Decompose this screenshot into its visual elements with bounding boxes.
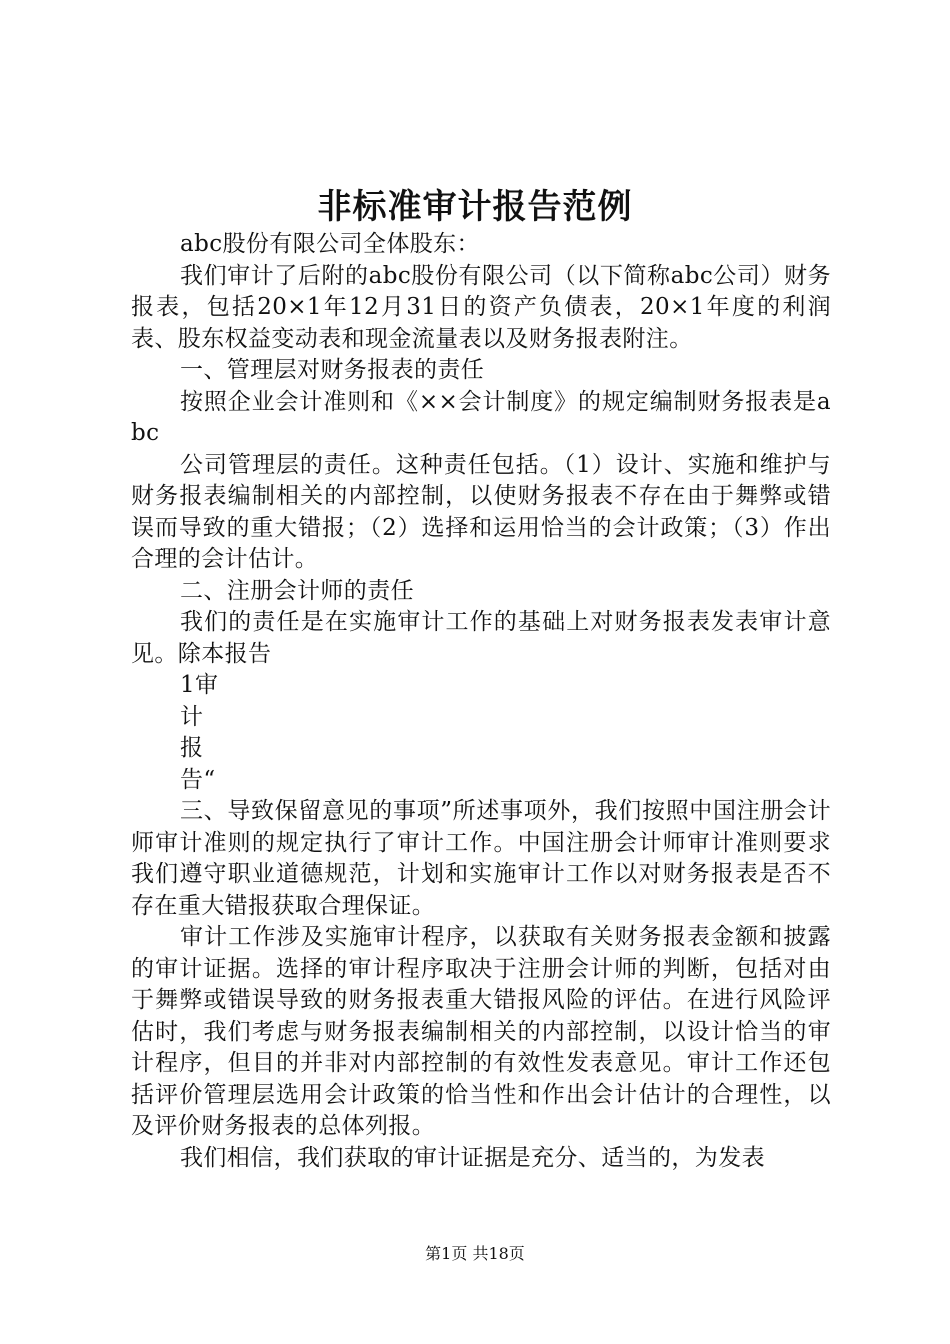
paragraph-management-2: 公司管理层的责任。这种责任包括。（1）设计、实施和维护与财务报表编制相关的内部控制，以使财务报表不存在由于舞弊或错误而导致的重大错报；（2）选择和运用恰当的会计政策；（3）作出合理的会计估计。	[131, 451, 831, 572]
section-heading-management: 一、管理层对财务报表的责任	[180, 357, 485, 383]
section-heading-cpa: 二、注册会计师的责任	[180, 577, 414, 604]
paragraph-audit-procedures: 审计工作涉及实施审计程序，以获取有关财务报表金额和披露的审计证据。选择的审计程序取决于注册会计师的判断，包括对由于舞弊或错误导致的财务报表重大错报风险的评估。在进行风险评估时，我们考虑与财务报表编制相关的内部控制，以设计恰当的审计程序，但目的并非对内部控制的有效性发表意见。审计工作还包括评价管理层选用会计政策的恰当性和作出会计估计的合理性，以及评价财务报表的总体列报。	[131, 924, 831, 1139]
fragment-line-1: 1审	[180, 672, 219, 698]
fragment-line-2: 计	[180, 703, 204, 730]
document-body	[131, 229, 831, 1174]
salutation: abc股份有限公司全体股东：	[180, 231, 480, 257]
paragraph-cpa-1: 我们的责任是在实施审计工作的基础上对财务报表发表审计意见。除本报告	[131, 609, 831, 667]
page-footer: 第1页 共18页	[425, 1244, 525, 1263]
fragment-line-3: 报	[180, 735, 204, 761]
document-title: 非标准审计报告范例	[317, 187, 633, 227]
paragraph-management-1: 按照企业会计准则和《××会计制度》的规定编制财务报表是abc	[131, 388, 831, 446]
fragment-line-4: 告“	[180, 766, 216, 793]
paragraph-belief: 我们相信，我们获取的审计证据是充分、适当的，为发表	[180, 1144, 765, 1171]
paragraph-qualified-matter: 三、导致保留意见的事项”所述事项外，我们按照中国注册会计师审计准则的规定执行了审计工作。中国注册会计师审计准则要求我们遵守职业道德规范，计划和实施审计工作以对财务报表是否不存在重大错报获取合理保证。	[131, 798, 831, 919]
paragraph-intro: 我们审计了后附的abc股份有限公司（以下简称abc公司）财务报表，包括20×1年12月31日的资产负债表，20×1年度的利润表、股东权益变动表和现金流量表以及财务报表附注。	[131, 262, 831, 352]
